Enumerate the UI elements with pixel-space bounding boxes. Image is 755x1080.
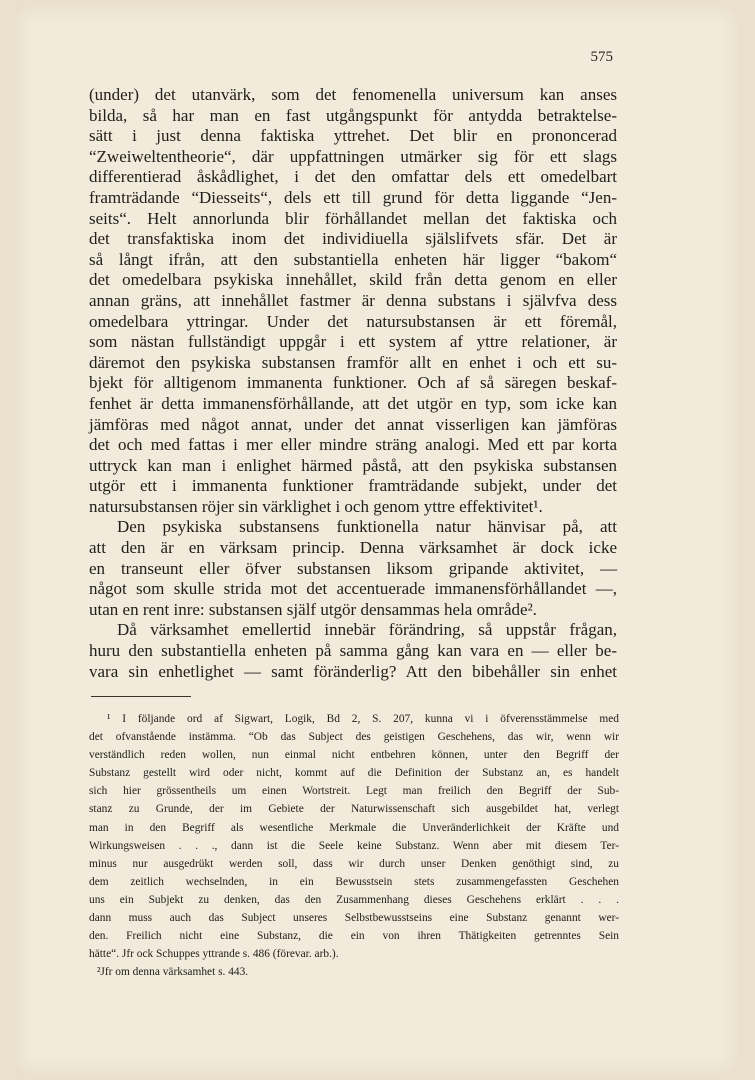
text-line: jämföras med något annat, under det annat visserligen kan jämföras [89, 414, 617, 434]
text-line: det omedelbara psykiska innehållet, skild från detta genom en eller [89, 270, 617, 290]
text-line: att den är en värksam princip. Denna värksamhet är dock icke [89, 538, 617, 558]
footnote-line: den. Freilich nicht eine Substanz, die ein von ihren Thätigkeiten getrenntes Sein [89, 930, 619, 943]
footnote-line: sich hier grössentheils um einen Wortstreit. Legt man freilich den Begriff der Sub- [89, 785, 619, 798]
footnote-line: ¹ I följande ord af Sigwart, Logik, Bd 2, S. 207, kunna vi i öfverensstämmelse med [107, 713, 619, 725]
text-line: däremot den psykiska substansen framför allt en enhet i och ett su- [89, 352, 617, 372]
footnote-line: stanz zu Grunde, der im Gebiete der Naturwissenschaft sich ausgebildet hat, verlegt [89, 803, 619, 816]
footnote-line: Wirkungsweisen . . ., dann ist die Seele keine Substanz. Wenn aber mit diesem Ter- [89, 839, 619, 852]
book-page [16, 6, 738, 1074]
footnote-line: verständlich reden wollen, nun einmal nicht entbehren können, unter den Begriff der [89, 749, 619, 762]
footnote-line: man in den Begriff als wesentliche Merkmale die Unveränderlichkeit der Kräfte und [89, 821, 619, 834]
text-line: uttryck kan man i enlighet härmed påstå, att den psykiska substansen [89, 455, 617, 475]
text-line: utgör ett i immanenta funktioner framträdande subjekt, under det [89, 476, 617, 496]
footnote-line: det ofvanstående instämma. “Ob das Subject des geistigen Geschehens, das wir, wenn wir [89, 731, 619, 744]
paragraph-2 [89, 517, 617, 620]
text-line: Då värksamhet emellertid innebär förändring, så uppstår frågan, [117, 620, 617, 640]
text-line: annan gräns, att innehållet fastmer är denna substans i självfva dess [89, 290, 617, 310]
text-line: (under) det utanvärk, som det fenomenella universum kan anses [89, 85, 617, 104]
text-line: bjekt för alltigenom immanenta funktioner. Och af så säregen beskaf- [89, 373, 617, 393]
page-number: 575 [590, 49, 613, 65]
paragraph-3 [89, 620, 617, 682]
footnote-line: hätte“. Jfr ock Schuppes yttrande s. 486 (förevar. arb.). [89, 948, 339, 961]
text-line: något som skulle strida mot det accentuerade immanensförhållandet —, [89, 579, 617, 599]
text-line: det transfaktiska inom det individiuella själslifvets sfär. Det är [89, 229, 617, 249]
paragraph-1 [89, 85, 617, 517]
footnote-line: dem zeitlich wechselnden, in ein Bewusstsein stets zusammengefassten Geschehen [89, 875, 619, 888]
footnote-line: dann muss auch das Subject unseres Selbstbewusstseins eine Substanz genannt wer- [89, 912, 619, 925]
text-line: omedelbara yttringar. Under det natursubstansen är ett föremål, [89, 311, 617, 331]
footnote-line: ²Jfr om denna värksamhet s. 443. [97, 966, 249, 979]
text-line: natursubstansen röjer sin värklighet i och genom yttre effektivitet¹. [89, 496, 543, 516]
footnote-line: minus nur ausgedrükt werden soll, dass wir durch unser Denken genöthigt sind, zu [89, 857, 619, 870]
text-line: en transeunt eller öfver substansen liksom gripande aktivitet, — [89, 558, 617, 578]
text-line: Den psykiska substansens funktionella natur hänvisar på, att [117, 517, 617, 537]
text-line: det och med fattas i mer eller mindre sträng analogi. Med ett par korta [89, 435, 617, 455]
text-line: som nästan fullständigt uppgår i ett system af yttre relationer, är [89, 332, 617, 352]
footnote-1 [89, 710, 619, 963]
text-line: fenhet är detta immanensförhållande, att det utgör en typ, som icke kan [89, 393, 617, 413]
footnotes [89, 710, 619, 981]
footnote-line: Substanz gestellt wird oder nicht, kommt auf die Definition der Substanz an, es handelt [89, 767, 619, 780]
text-line: vara sin enhetlighet — samt föränderlig? Att den bibehåller sin enhet [89, 661, 617, 681]
text-line: framträdande “Diesseits“, dels ett till grund för detta liggande “Jen- [89, 187, 617, 207]
text-line: sätt i just denna faktiska yttrehet. Det blir en prononcerad [89, 126, 617, 146]
text-line: bilda, så har man en fast utgångspunkt för antydda betraktelse- [89, 105, 617, 125]
footnote-2 [89, 963, 619, 981]
main-text [89, 85, 617, 682]
footnote-line: uns ein Subjekt zu denken, das den Zusammenhang dieses Geschehens erklärt . . . [89, 893, 619, 906]
text-line: “Zweiweltentheorie“, där uppfattningen utmärker sig för ett slags [89, 146, 617, 166]
text-line: huru den substantiella enheten på samma gång kan vara en — eller be- [89, 641, 617, 661]
footnote-separator [91, 696, 191, 697]
text-line: differentierad åskådlighet, i det den omfattar dels ett omedelbart [89, 167, 617, 187]
text-line: så långt ifrån, att den substantiella enheten här ligger “bakom“ [89, 249, 617, 269]
text-line: seits“. Helt annorlunda blir förhållandet mellan det faktiska och [89, 208, 617, 228]
text-line: utan en rent inre: substansen själf utgör densammas hela område². [89, 599, 537, 619]
